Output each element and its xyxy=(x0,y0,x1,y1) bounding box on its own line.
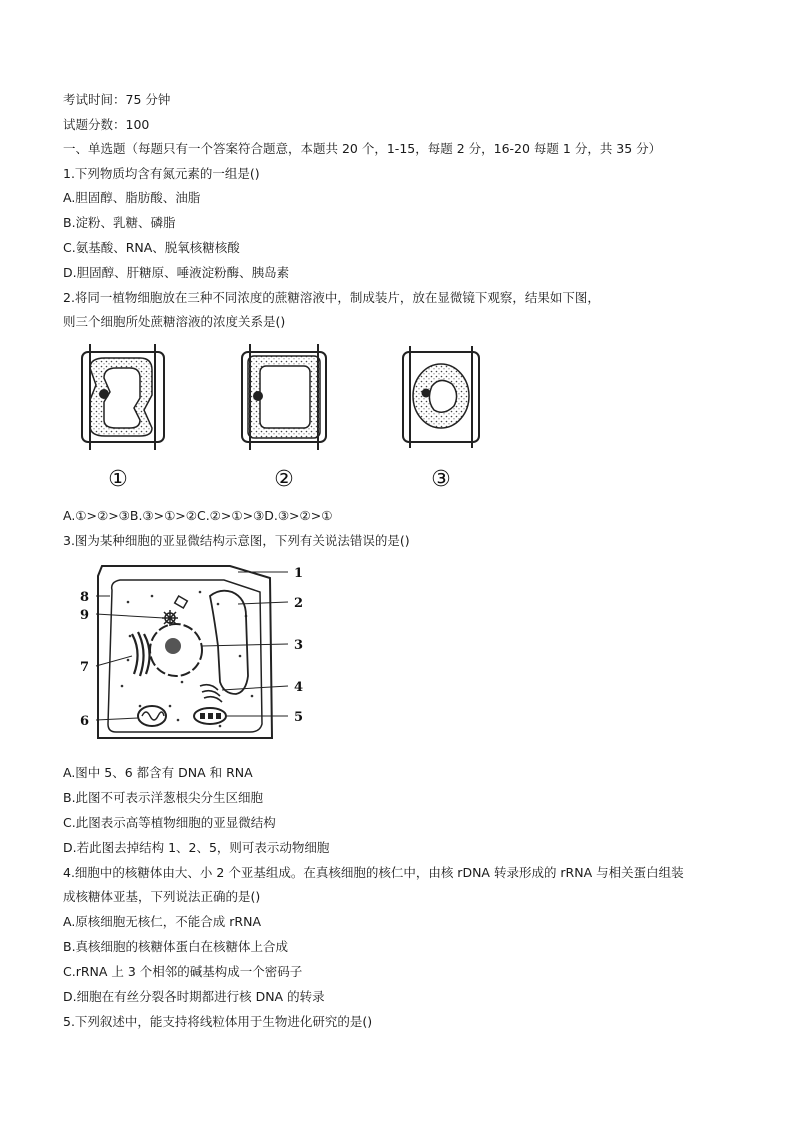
q2-stem-line1: 2.将同一植物细胞放在三种不同浓度的蔗糖溶液中，制成装片，放在显微镜下观察，结果如下图， xyxy=(63,290,600,305)
diagram-label-9: 9 xyxy=(80,608,90,623)
diagram-label-3: 3 xyxy=(294,638,304,653)
q1-option-c: C.氨基酸、RNA、脱氧核糖核酸 xyxy=(63,240,240,255)
diagram-label-5: 5 xyxy=(294,710,304,725)
diagram-label-1: 1 xyxy=(294,566,304,581)
section-title: 一、单选题（每题只有一个答案符合题意，本题共 20 个，1-15，每题 2 分，16-20 每题 1 分，共 35 分） xyxy=(63,141,662,156)
q3-stem: 3.图为某种细胞的亚显微结构示意图，下列有关说法错误的是() xyxy=(63,533,410,548)
q3-option-b: B.此图不可表示洋葱根尖分生区细胞 xyxy=(63,790,264,805)
diagram-label-2: 2 xyxy=(294,596,304,611)
q1-option-a: A.胆固醇、脂肪酸、油脂 xyxy=(63,190,201,205)
cell-label-2: ② xyxy=(274,467,294,492)
q4-stem-line1: 4.细胞中的核糖体由大、小 2 个亚基组成。在真核细胞的核仁中，由核 rDNA 转录形成的 rRNA 与相关蛋白组装 xyxy=(63,865,684,880)
q4-stem-line2: 成核糖体亚基，下列说法正确的是() xyxy=(63,889,261,904)
q3-option-c: C.此图表示高等植物细胞的亚显微结构 xyxy=(63,815,276,830)
cell-label-3: ③ xyxy=(431,467,451,492)
diagram-label-4: 4 xyxy=(294,680,304,695)
q2-stem-line2: 则三个细胞所处蔗糖溶液的浓度关系是() xyxy=(63,314,286,329)
diagram-label-6: 6 xyxy=(80,714,90,729)
q4-option-b: B.真核细胞的核糖体蛋白在核糖体上合成 xyxy=(63,939,289,954)
diagram-label-8: 8 xyxy=(80,590,90,605)
q4-option-c: C.rRNA 上 3 个相邻的碱基构成一个密码子 xyxy=(63,964,303,979)
q5-stem: 5.下列叙述中，能支持将线粒体用于生物进化研究的是() xyxy=(63,1014,373,1029)
q1-stem: 1.下列物质均含有氮元素的一组是() xyxy=(63,166,260,181)
q4-option-a: A.原核细胞无核仁，不能合成 rRNA xyxy=(63,914,262,929)
diagram-label-7: 7 xyxy=(80,660,90,675)
cell-structure-diagram xyxy=(70,556,330,746)
exam-score: 试题分数：100 xyxy=(63,117,150,132)
cell-label-1: ① xyxy=(108,467,128,492)
cell-1 xyxy=(82,344,164,450)
plant-cells-figure xyxy=(60,340,500,500)
exam-time: 考试时间：75 分钟 xyxy=(63,92,171,107)
cell-2 xyxy=(242,344,326,450)
q4-option-d: D.细胞在有丝分裂各时期都进行核 DNA 的转录 xyxy=(63,989,325,1004)
cell-3 xyxy=(403,346,479,448)
q2-options: A.①>②>③B.③>①>②C.②>①>③D.③>②>① xyxy=(63,508,333,523)
q1-option-b: B.淀粉、乳糖、磷脂 xyxy=(63,215,176,230)
q1-option-d: D.胆固醇、肝糖原、唾液淀粉酶、胰岛素 xyxy=(63,265,290,280)
q3-option-a: A.图中 5、6 都含有 DNA 和 RNA xyxy=(63,765,253,780)
q3-option-d: D.若此图去掉结构 1、2、5，则可表示动物细胞 xyxy=(63,840,330,855)
